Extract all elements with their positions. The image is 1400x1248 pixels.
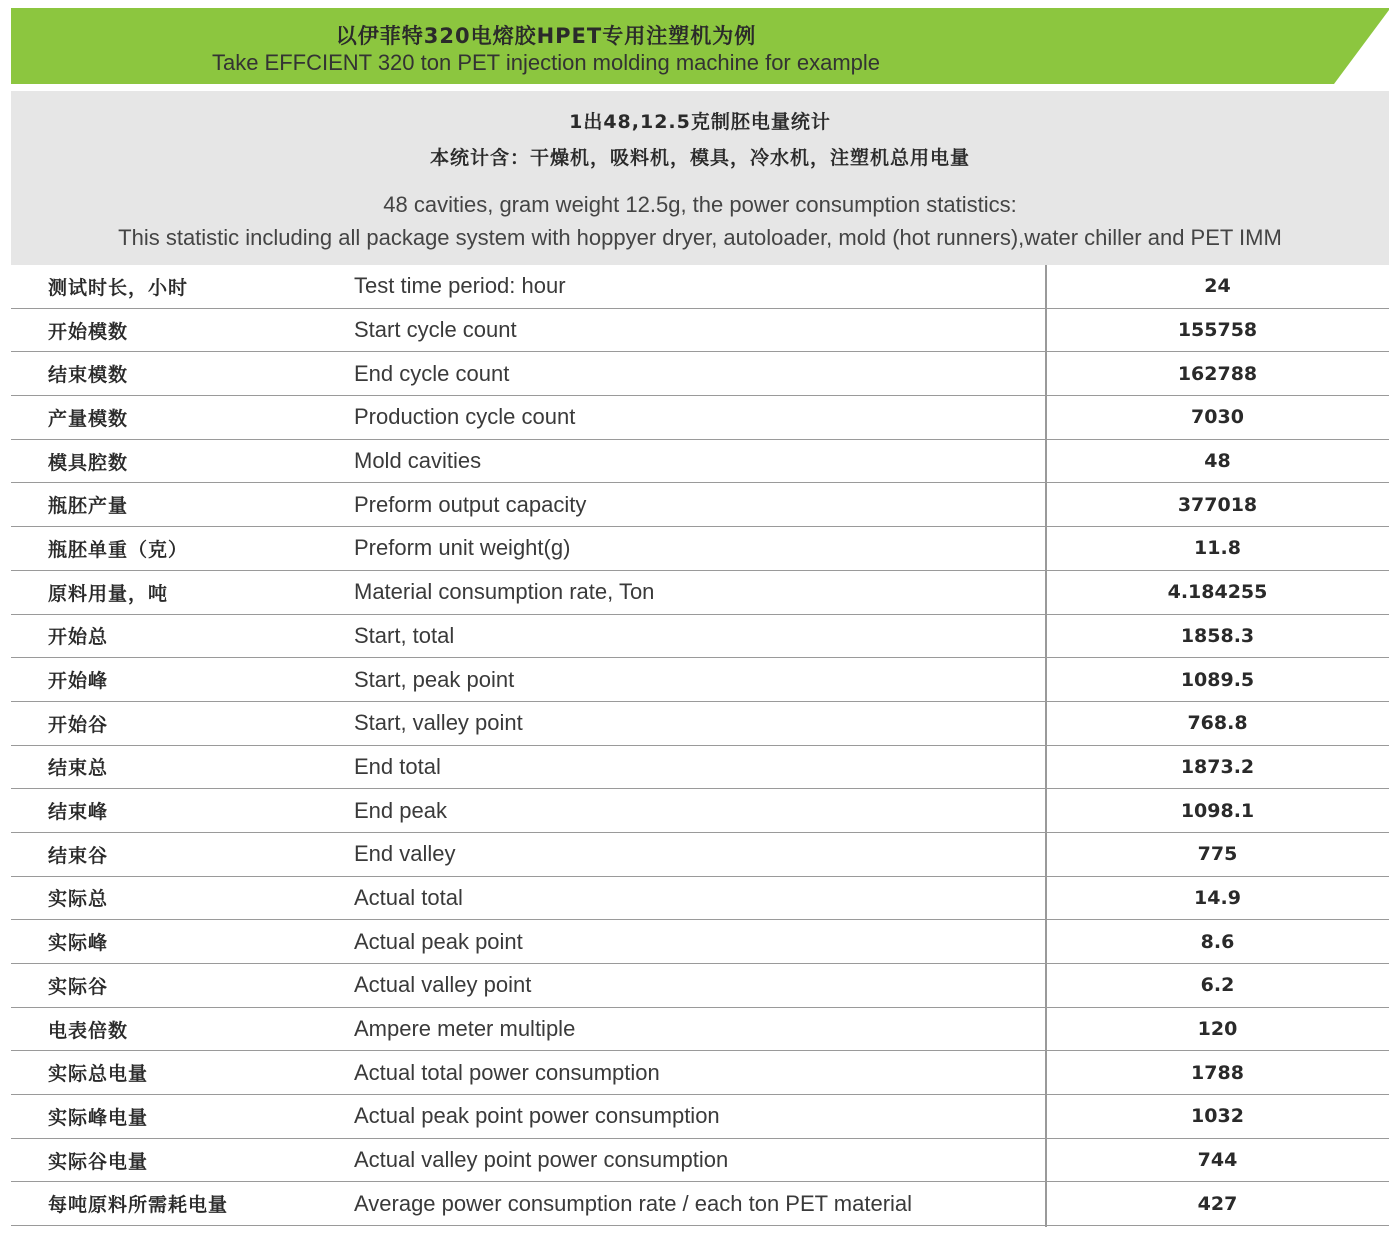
table-row bbox=[11, 746, 1389, 790]
row-label-en: Preform output capacity bbox=[354, 491, 587, 517]
row-label-cn: 原料用量，吨 bbox=[48, 582, 169, 605]
row-label-en: Start cycle count bbox=[354, 317, 517, 343]
row-value: 1788 bbox=[1191, 1061, 1244, 1084]
row-label-cn: 开始峰 bbox=[48, 670, 109, 693]
row-label-en: Actual peak point power consumption bbox=[354, 1103, 720, 1129]
column-divider bbox=[1045, 265, 1047, 1227]
row-label-en: End peak bbox=[354, 797, 447, 823]
row-label-cn: 实际总 bbox=[48, 888, 109, 911]
row-label-cn: 每吨原料所需耗电量 bbox=[48, 1194, 229, 1217]
row-value: 1032 bbox=[1191, 1105, 1244, 1128]
row-value: 775 bbox=[1197, 843, 1238, 866]
row-label-cn: 结束峰 bbox=[48, 801, 109, 824]
header-banner bbox=[11, 8, 1389, 84]
row-value: 11.8 bbox=[1194, 537, 1241, 560]
table-row bbox=[11, 396, 1389, 440]
table-row bbox=[11, 920, 1389, 964]
row-value: 1089.5 bbox=[1180, 668, 1255, 691]
row-label-cn: 结束谷 bbox=[48, 844, 109, 867]
row-label-cn: 实际峰电量 bbox=[48, 1106, 149, 1129]
row-label-en: Actual total power consumption bbox=[354, 1059, 660, 1085]
row-value: 24 bbox=[1204, 275, 1231, 298]
table-row bbox=[11, 658, 1389, 702]
row-label-en: Start, total bbox=[354, 622, 455, 648]
summary-heading: 1出48,12.5克制胚电量统计 bbox=[569, 111, 831, 133]
row-value: 768.8 bbox=[1187, 712, 1248, 735]
table-row bbox=[11, 833, 1389, 877]
table-row bbox=[11, 1051, 1389, 1095]
row-label-en: Production cycle count bbox=[354, 404, 576, 430]
row-value: 4.184255 bbox=[1167, 581, 1268, 604]
row-label-en: Actual total bbox=[354, 884, 463, 910]
row-label-cn: 实际峰 bbox=[48, 932, 109, 955]
row-label-en: End total bbox=[354, 753, 441, 779]
row-label-cn: 开始模数 bbox=[48, 320, 129, 343]
row-label-cn: 瓶胚单重（克） bbox=[48, 538, 189, 561]
statistics-table bbox=[11, 265, 1389, 1226]
row-value: 8.6 bbox=[1200, 930, 1235, 953]
row-label-en: End cycle count bbox=[354, 360, 510, 386]
row-label-cn: 结束总 bbox=[48, 757, 109, 780]
row-label-en: Material consumption rate, Ton bbox=[354, 579, 655, 605]
table-row bbox=[11, 571, 1389, 615]
row-value: 6.2 bbox=[1200, 974, 1235, 997]
row-value: 1858.3 bbox=[1180, 624, 1255, 647]
row-value: 1873.2 bbox=[1180, 755, 1255, 778]
row-label-cn: 模具腔数 bbox=[48, 451, 129, 474]
summary-en-line-1: 48 cavities, gram weight 12.5g, the power consumption statistics: bbox=[383, 192, 1017, 217]
row-value: 14.9 bbox=[1194, 886, 1241, 909]
table-row bbox=[11, 615, 1389, 659]
row-value: 48 bbox=[1204, 450, 1231, 473]
row-label-en: Ampere meter multiple bbox=[354, 1016, 576, 1042]
row-label-cn: 实际谷 bbox=[48, 975, 109, 998]
row-label-cn: 开始谷 bbox=[48, 713, 109, 736]
table-row bbox=[11, 877, 1389, 921]
table-row bbox=[11, 1182, 1389, 1226]
row-label-en: Actual valley point bbox=[354, 972, 532, 998]
table-row bbox=[11, 964, 1389, 1008]
row-label-cn: 开始总 bbox=[48, 626, 109, 649]
row-label-cn: 测试时长，小时 bbox=[48, 276, 189, 299]
row-label-cn: 实际谷电量 bbox=[48, 1150, 149, 1173]
row-label-en: Actual valley point power consumption bbox=[354, 1147, 729, 1173]
row-label-en: Actual peak point bbox=[354, 928, 523, 954]
row-label-en: Test time period: hour bbox=[354, 273, 566, 299]
table-row bbox=[11, 309, 1389, 353]
summary-block bbox=[11, 91, 1389, 265]
table-row bbox=[11, 1139, 1389, 1183]
table-row bbox=[11, 352, 1389, 396]
row-label-en: Start, peak point bbox=[354, 666, 515, 692]
row-label-cn: 实际总电量 bbox=[48, 1063, 149, 1086]
row-value: 744 bbox=[1197, 1149, 1238, 1172]
row-label-en: End valley bbox=[354, 841, 456, 867]
table-row bbox=[11, 527, 1389, 571]
table-row bbox=[11, 440, 1389, 484]
row-value: 7030 bbox=[1191, 406, 1244, 429]
row-value: 162788 bbox=[1177, 362, 1258, 385]
row-value: 377018 bbox=[1177, 493, 1258, 516]
table-row bbox=[11, 702, 1389, 746]
table-row bbox=[11, 265, 1389, 309]
table-row bbox=[11, 1095, 1389, 1139]
row-label-en: Mold cavities bbox=[354, 448, 482, 474]
row-value: 120 bbox=[1197, 1018, 1238, 1041]
row-value: 1098.1 bbox=[1180, 799, 1255, 822]
row-label-en: Preform unit weight(g) bbox=[354, 535, 571, 561]
row-label-cn: 结束模数 bbox=[48, 364, 129, 387]
row-value: 155758 bbox=[1177, 319, 1258, 342]
table-row bbox=[11, 1008, 1389, 1052]
summary-includes: 本统计含：干燥机，吸料机，模具，冷水机，注塑机总用电量 bbox=[429, 147, 970, 169]
table-row bbox=[11, 483, 1389, 527]
banner-title: 以伊菲特320电熔胶HPET专用注塑机为例 bbox=[335, 24, 757, 48]
row-value: 427 bbox=[1197, 1192, 1238, 1215]
row-label-cn: 瓶胚产量 bbox=[48, 495, 129, 518]
row-label-cn: 电表倍数 bbox=[48, 1019, 129, 1042]
summary-en-line-2: This statistic including all package system with hoppyer dryer, autoloader, mold (hot runners),water chiller and PET IMM bbox=[118, 225, 1282, 250]
row-label-cn: 产量模数 bbox=[48, 407, 129, 430]
table-row bbox=[11, 789, 1389, 833]
row-label-en: Average power consumption rate / each ton PET material bbox=[354, 1190, 913, 1216]
row-label-en: Start, valley point bbox=[354, 710, 523, 736]
banner-subtitle: Take EFFCIENT 320 ton PET injection molding machine for example bbox=[211, 50, 881, 75]
